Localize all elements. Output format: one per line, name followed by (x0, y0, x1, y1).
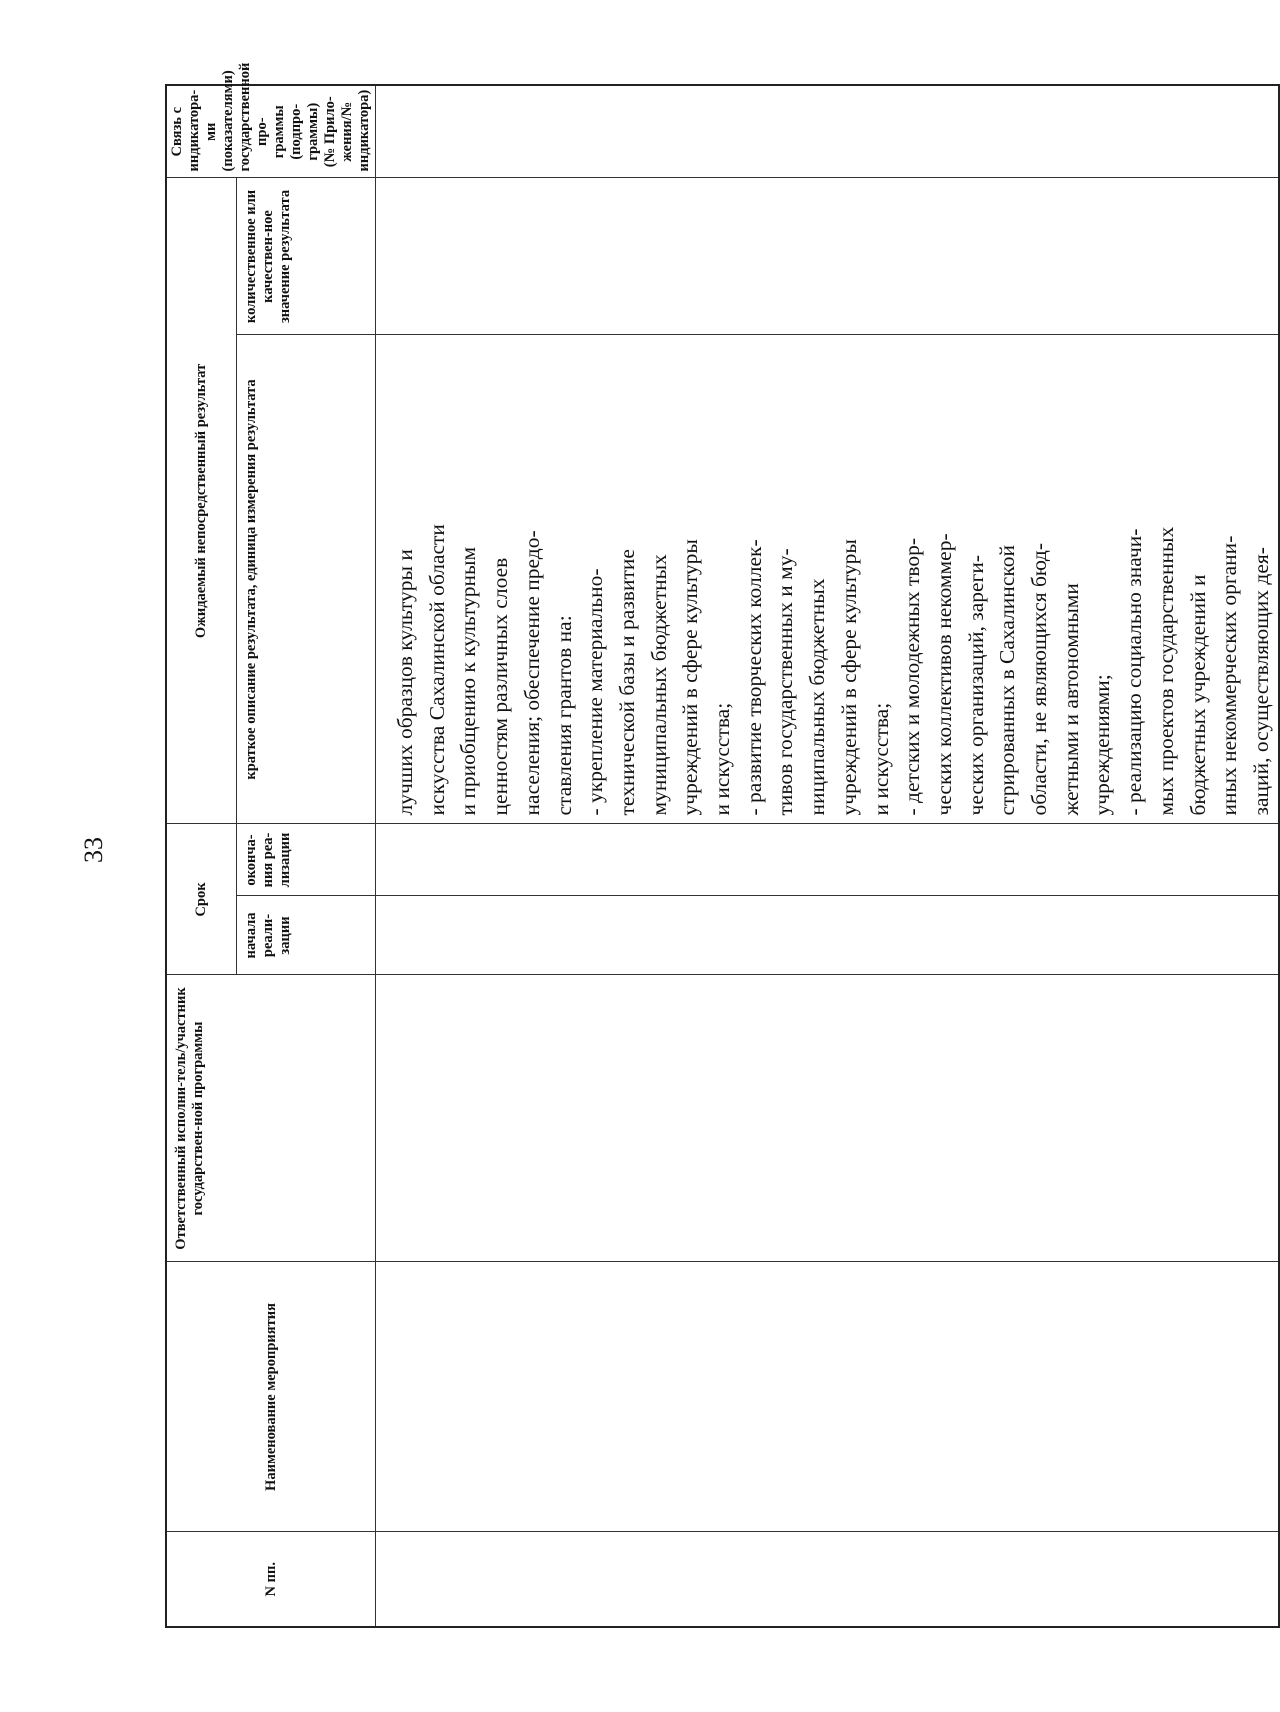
result-description-line: и искусства; (710, 702, 735, 816)
header-num: N пп. (166, 1532, 376, 1627)
result-description-line: технической базы и развитие (614, 549, 639, 816)
events-table (165, 62, 1280, 1628)
result-description-line: тивов государственных и му- (773, 548, 798, 816)
result-description-line: искусства Сахалинской области (424, 524, 449, 816)
cell-result-value (376, 178, 1279, 335)
result-description-line: лучших образцов культуры и (393, 549, 417, 816)
result-description-line: жетными и автономными (1058, 583, 1083, 816)
result-description-line: - развитие творческих коллек- (741, 539, 766, 816)
result-description-line: - укрепление материально- (583, 568, 608, 816)
cell-period-start (376, 896, 1279, 975)
result-description-line: и приобщению к культурным (456, 546, 481, 816)
result-description-line: учреждений в сфере культуры (678, 539, 703, 816)
cell-event-name (376, 1262, 1279, 1532)
result-description-line: мых проектов государственных (1153, 526, 1178, 816)
result-description-line: учреждений в сфере культуры (836, 539, 861, 816)
cell-period-end (376, 824, 1279, 896)
result-description-line: ческих коллективов некоммер- (931, 533, 956, 816)
result-description-line: ческих организаций, зареги- (963, 554, 988, 816)
header-period-start: начала реали-зации (237, 896, 376, 975)
result-description-line: и искусства; (868, 702, 893, 816)
result-description-line: ниципальных бюджетных (805, 578, 830, 816)
result-description-line: заций, осуществляющих дея- (1248, 547, 1273, 816)
cell-executor (376, 975, 1279, 1262)
result-description-line: области, не являющихся бюд- (1027, 542, 1052, 816)
header-period: Срок (166, 824, 237, 975)
header-event-name: Наименование мероприятия (166, 1262, 376, 1532)
result-description-line: - детских и молодежных твор- (900, 537, 925, 816)
result-description-text (376, 335, 1278, 823)
result-description-line: учреждениями; (1090, 674, 1115, 816)
header-expected-result: Ожидаемый непосредственный результат (166, 178, 237, 824)
result-description-line: ценностям различных слоев (488, 557, 513, 816)
table-row (376, 85, 1279, 1627)
result-description-line: муниципальных бюджетных (646, 554, 671, 816)
result-description-line: иных некоммерческих органи- (1217, 535, 1242, 816)
cell-num (376, 1532, 1279, 1627)
result-description-line: ставления грантов на: (551, 615, 576, 816)
header-indicator-link: Связь с индикатора-ми (показателями) государственной про-граммы (подпро-граммы) (№ Прило-жения/№ индикатора) (166, 85, 376, 178)
header-executor: Ответственный исполни-тель/участник государствен-ной программы (166, 975, 376, 1262)
rotated-table-container (165, 62, 1273, 1628)
result-description-line: стрированных в Сахалинской (995, 545, 1020, 816)
result-description-line: населения; обеспечение предо- (519, 530, 544, 816)
header-result-value: количественное или качествен-ное значение результата (237, 178, 376, 335)
result-description-line: - реализацию социально значи- (1122, 528, 1147, 816)
cell-indicator-link (376, 85, 1279, 178)
page-number: 33 (79, 837, 108, 863)
cell-result-description (376, 335, 1279, 824)
header-period-end: оконча-ния реа-лизации (237, 824, 376, 896)
result-description-line: бюджетных учреждений и (1185, 574, 1210, 816)
header-result-description: краткое описание результата, единица измерения результата (237, 335, 376, 824)
